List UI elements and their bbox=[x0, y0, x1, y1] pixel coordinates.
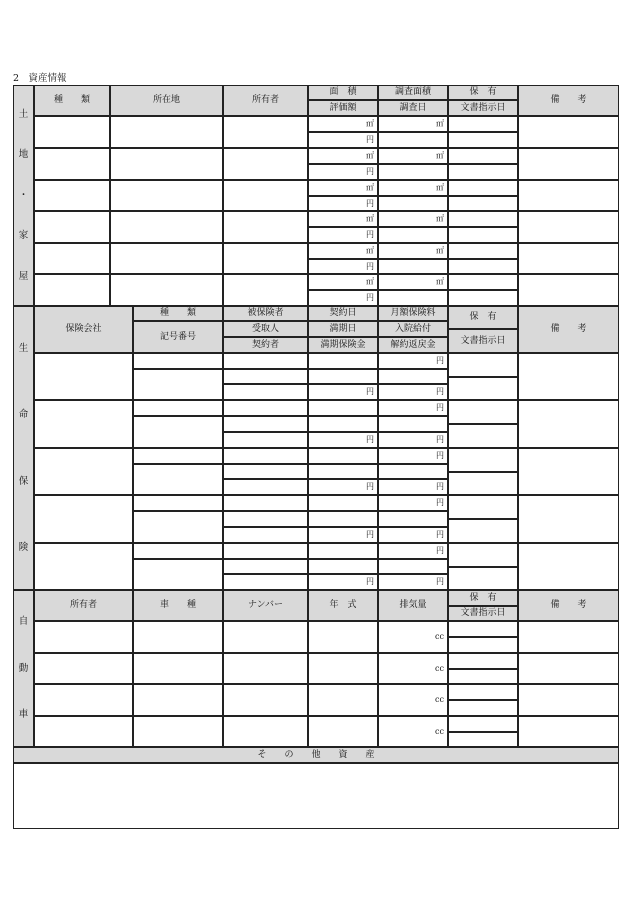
header-maturity-date: 満期日 bbox=[308, 321, 378, 337]
header-monthly-premium: 月額保険料 bbox=[378, 306, 448, 321]
ins-maturity-date-cell[interactable] bbox=[308, 416, 378, 432]
ins-maturity-amount-cell[interactable]: 円 bbox=[308, 432, 378, 448]
header-location: 所在地 bbox=[110, 85, 223, 116]
auto-side-label bbox=[13, 590, 34, 747]
ins-company-cell[interactable] bbox=[34, 543, 133, 590]
land-owner-cell[interactable] bbox=[223, 211, 308, 243]
header-contract-date: 契約日 bbox=[308, 306, 378, 321]
land-remarks-cell[interactable] bbox=[518, 148, 619, 180]
auto-displacement-cell[interactable]: cc bbox=[378, 684, 448, 716]
ins-type-cell[interactable] bbox=[133, 353, 223, 369]
auto-number-cell[interactable] bbox=[223, 684, 308, 716]
auto-number-cell[interactable] bbox=[223, 653, 308, 684]
land-ownership-cell[interactable] bbox=[448, 243, 518, 259]
header-maturity-amount: 満期保険金 bbox=[308, 337, 378, 353]
auto-doc-ref-cell[interactable] bbox=[448, 732, 518, 747]
land-side-label-char: 地 bbox=[18, 149, 29, 161]
land-owner-cell[interactable] bbox=[223, 243, 308, 274]
auto-remarks-cell[interactable] bbox=[518, 716, 619, 747]
ins-doc-ref-cell[interactable] bbox=[448, 424, 518, 448]
insurance-side-label-char: 保 bbox=[18, 475, 29, 487]
auto-owner-cell[interactable] bbox=[34, 716, 133, 747]
ins-contractor-cell[interactable] bbox=[223, 527, 308, 543]
header-ins-ownership: 保 有 bbox=[448, 306, 518, 329]
auto-side-label-char: 車 bbox=[18, 709, 29, 721]
header-beneficiary: 受取人 bbox=[223, 321, 308, 337]
land-ownership-cell[interactable] bbox=[448, 211, 518, 227]
header-auto-remarks: 備 考 bbox=[518, 590, 619, 621]
land-location-cell[interactable] bbox=[110, 243, 223, 274]
ins-maturity-date-cell[interactable] bbox=[308, 511, 378, 527]
land-area-cell[interactable]: ㎡ bbox=[308, 274, 378, 290]
header-company: 保険会社 bbox=[34, 306, 133, 353]
ins-contractor-cell[interactable] bbox=[223, 384, 308, 400]
ins-hospital-benefit-cell[interactable] bbox=[378, 464, 448, 479]
ins-monthly-premium-cell[interactable]: 円 bbox=[378, 448, 448, 464]
ins-remarks-cell[interactable] bbox=[518, 543, 619, 590]
auto-remarks-cell[interactable] bbox=[518, 653, 619, 684]
auto-displacement-cell[interactable]: cc bbox=[378, 621, 448, 653]
ins-symbol-number-cell[interactable] bbox=[133, 511, 223, 543]
land-owner-cell[interactable] bbox=[223, 274, 308, 306]
auto-side-label-char: 自 bbox=[18, 616, 29, 628]
insurance-side-label-char: 生 bbox=[18, 342, 29, 354]
ins-beneficiary-cell[interactable] bbox=[223, 416, 308, 432]
ins-doc-ref-cell[interactable] bbox=[448, 472, 518, 495]
auto-remarks-cell[interactable] bbox=[518, 684, 619, 716]
ins-maturity-amount-cell[interactable]: 円 bbox=[308, 479, 378, 495]
land-survey-area-cell[interactable]: ㎡ bbox=[378, 211, 448, 227]
ins-maturity-amount-cell[interactable]: 円 bbox=[308, 527, 378, 543]
auto-ownership-cell[interactable] bbox=[448, 716, 518, 732]
ins-hospital-benefit-cell[interactable] bbox=[378, 511, 448, 527]
land-location-cell[interactable] bbox=[110, 180, 223, 211]
header-auto-owner: 所有者 bbox=[34, 590, 133, 621]
land-doc-ref-cell[interactable] bbox=[448, 227, 518, 243]
ins-monthly-premium-cell[interactable]: 円 bbox=[378, 543, 448, 559]
ins-surrender-value-cell[interactable]: 円 bbox=[378, 384, 448, 400]
land-area-cell[interactable]: ㎡ bbox=[308, 148, 378, 164]
insurance-side-label-char: 命 bbox=[18, 409, 29, 420]
ins-insured-cell[interactable] bbox=[223, 495, 308, 511]
land-ownership-cell[interactable] bbox=[448, 148, 518, 164]
land-survey-date-cell[interactable] bbox=[378, 290, 448, 306]
land-owner-cell[interactable] bbox=[223, 180, 308, 211]
header-symbol-number: 記号番号 bbox=[133, 321, 223, 353]
header-auto-number: ナンバー bbox=[223, 590, 308, 621]
ins-ownership-cell[interactable] bbox=[448, 400, 518, 424]
header-area: 面 積 bbox=[308, 85, 378, 100]
ins-type-cell[interactable] bbox=[133, 495, 223, 511]
ins-hospital-benefit-cell[interactable] bbox=[378, 559, 448, 574]
land-type-cell[interactable] bbox=[34, 274, 110, 306]
ins-beneficiary-cell[interactable] bbox=[223, 464, 308, 479]
land-valuation-cell[interactable]: 円 bbox=[308, 164, 378, 180]
ins-ownership-cell[interactable] bbox=[448, 448, 518, 472]
ins-surrender-value-cell[interactable]: 円 bbox=[378, 479, 448, 495]
ins-symbol-number-cell[interactable] bbox=[133, 369, 223, 400]
land-side-label bbox=[13, 85, 34, 306]
ins-maturity-amount-cell[interactable]: 円 bbox=[308, 384, 378, 400]
header-auto-model: 車 種 bbox=[133, 590, 223, 621]
ins-surrender-value-cell[interactable]: 円 bbox=[378, 574, 448, 590]
land-owner-cell[interactable] bbox=[223, 148, 308, 180]
auto-year-cell[interactable] bbox=[308, 684, 378, 716]
ins-symbol-number-cell[interactable] bbox=[133, 416, 223, 448]
auto-displacement-cell[interactable]: cc bbox=[378, 716, 448, 747]
ins-remarks-cell[interactable] bbox=[518, 448, 619, 495]
ins-company-cell[interactable] bbox=[34, 400, 133, 448]
land-survey-date-cell[interactable] bbox=[378, 259, 448, 274]
land-valuation-cell[interactable]: 円 bbox=[308, 132, 378, 148]
land-owner-cell[interactable] bbox=[223, 116, 308, 148]
ins-contract-date-cell[interactable] bbox=[308, 448, 378, 464]
auto-doc-ref-cell[interactable] bbox=[448, 700, 518, 716]
auto-model-cell[interactable] bbox=[133, 716, 223, 747]
ins-remarks-cell[interactable] bbox=[518, 353, 619, 400]
auto-ownership-cell[interactable] bbox=[448, 653, 518, 669]
ins-surrender-value-cell[interactable]: 円 bbox=[378, 527, 448, 543]
header-surrender-value: 解約返戻金 bbox=[378, 337, 448, 353]
land-remarks-cell[interactable] bbox=[518, 211, 619, 243]
ins-contract-date-cell[interactable] bbox=[308, 353, 378, 369]
land-doc-ref-cell[interactable] bbox=[448, 196, 518, 211]
ins-company-cell[interactable] bbox=[34, 353, 133, 400]
ins-type-cell[interactable] bbox=[133, 543, 223, 559]
land-remarks-cell[interactable] bbox=[518, 180, 619, 211]
ins-contract-date-cell[interactable] bbox=[308, 543, 378, 559]
ins-type-cell[interactable] bbox=[133, 448, 223, 464]
land-area-cell[interactable]: ㎡ bbox=[308, 116, 378, 132]
ins-maturity-date-cell[interactable] bbox=[308, 369, 378, 384]
land-doc-ref-cell[interactable] bbox=[448, 290, 518, 306]
land-survey-date-cell[interactable] bbox=[378, 132, 448, 148]
header-ins-doc-ref: 文書指示日 bbox=[448, 329, 518, 353]
insurance-side-label bbox=[13, 306, 34, 590]
auto-year-cell[interactable] bbox=[308, 653, 378, 684]
auto-ownership-cell[interactable] bbox=[448, 621, 518, 637]
land-remarks-cell[interactable] bbox=[518, 274, 619, 306]
ins-monthly-premium-cell[interactable]: 円 bbox=[378, 353, 448, 369]
ins-beneficiary-cell[interactable] bbox=[223, 369, 308, 384]
auto-owner-cell[interactable] bbox=[34, 653, 133, 684]
ins-ownership-cell[interactable] bbox=[448, 543, 518, 567]
land-survey-area-cell[interactable]: ㎡ bbox=[378, 148, 448, 164]
ins-insured-cell[interactable] bbox=[223, 400, 308, 416]
header-ins-remarks: 備 考 bbox=[518, 306, 619, 353]
land-valuation-cell[interactable]: 円 bbox=[308, 227, 378, 243]
ins-doc-ref-cell[interactable] bbox=[448, 519, 518, 543]
land-ownership-cell[interactable] bbox=[448, 116, 518, 132]
ins-monthly-premium-cell[interactable]: 円 bbox=[378, 495, 448, 511]
ins-contract-date-cell[interactable] bbox=[308, 495, 378, 511]
auto-number-cell[interactable] bbox=[223, 716, 308, 747]
ins-doc-ref-cell[interactable] bbox=[448, 567, 518, 590]
land-valuation-cell[interactable]: 円 bbox=[308, 196, 378, 211]
land-survey-area-cell[interactable]: ㎡ bbox=[378, 116, 448, 132]
land-survey-date-cell[interactable] bbox=[378, 227, 448, 243]
auto-owner-cell[interactable] bbox=[34, 621, 133, 653]
header-auto-displacement: 排気量 bbox=[378, 590, 448, 621]
ins-company-cell[interactable] bbox=[34, 448, 133, 495]
header-hospital-benefit: 入院給付 bbox=[378, 321, 448, 337]
land-side-label-char: 家 bbox=[18, 230, 29, 242]
ins-company-cell[interactable] bbox=[34, 495, 133, 543]
land-type-cell[interactable] bbox=[34, 148, 110, 180]
land-type-cell[interactable] bbox=[34, 243, 110, 274]
insurance-side-label-char: 険 bbox=[18, 542, 29, 553]
ins-insured-cell[interactable] bbox=[223, 543, 308, 559]
header-valuation: 評価額 bbox=[308, 100, 378, 116]
header-auto-ownership: 保 有 bbox=[448, 590, 518, 606]
ins-ownership-cell[interactable] bbox=[448, 353, 518, 377]
header-remarks: 備 考 bbox=[518, 85, 619, 116]
auto-year-cell[interactable] bbox=[308, 716, 378, 747]
land-location-cell[interactable] bbox=[110, 148, 223, 180]
header-survey-area: 調査面積 bbox=[378, 85, 448, 100]
land-survey-area-cell[interactable]: ㎡ bbox=[378, 274, 448, 290]
header-auto-doc-ref: 文書指示日 bbox=[448, 606, 518, 621]
ins-contractor-cell[interactable] bbox=[223, 479, 308, 495]
ins-maturity-amount-cell[interactable]: 円 bbox=[308, 574, 378, 590]
auto-doc-ref-cell[interactable] bbox=[448, 669, 518, 684]
ins-doc-ref-cell[interactable] bbox=[448, 377, 518, 400]
ins-beneficiary-cell[interactable] bbox=[223, 511, 308, 527]
auto-model-cell[interactable] bbox=[133, 684, 223, 716]
auto-remarks-cell[interactable] bbox=[518, 621, 619, 653]
land-doc-ref-cell[interactable] bbox=[448, 259, 518, 274]
land-ownership-cell[interactable] bbox=[448, 274, 518, 290]
land-location-cell[interactable] bbox=[110, 211, 223, 243]
land-location-cell[interactable] bbox=[110, 116, 223, 148]
other-assets-header: そ の 他 資 産 bbox=[13, 747, 619, 763]
land-remarks-cell[interactable] bbox=[518, 243, 619, 274]
land-doc-ref-cell[interactable] bbox=[448, 164, 518, 180]
ins-remarks-cell[interactable] bbox=[518, 495, 619, 543]
ins-maturity-date-cell[interactable] bbox=[308, 559, 378, 574]
ins-contractor-cell[interactable] bbox=[223, 574, 308, 590]
header-survey-date: 調査日 bbox=[378, 100, 448, 116]
auto-year-cell[interactable] bbox=[308, 621, 378, 653]
land-doc-ref-cell[interactable] bbox=[448, 132, 518, 148]
ins-symbol-number-cell[interactable] bbox=[133, 464, 223, 495]
header-type: 種 類 bbox=[34, 85, 110, 116]
ins-beneficiary-cell[interactable] bbox=[223, 559, 308, 574]
land-location-cell[interactable] bbox=[110, 274, 223, 306]
land-survey-area-cell[interactable]: ㎡ bbox=[378, 243, 448, 259]
land-ownership-cell[interactable] bbox=[448, 180, 518, 196]
auto-model-cell[interactable] bbox=[133, 653, 223, 684]
auto-ownership-cell[interactable] bbox=[448, 684, 518, 700]
land-type-cell[interactable] bbox=[34, 211, 110, 243]
ins-surrender-value-cell[interactable]: 円 bbox=[378, 432, 448, 448]
ins-contractor-cell[interactable] bbox=[223, 432, 308, 448]
ins-type-cell[interactable] bbox=[133, 400, 223, 416]
land-survey-date-cell[interactable] bbox=[378, 196, 448, 211]
land-survey-area-cell[interactable]: ㎡ bbox=[378, 180, 448, 196]
other-assets-area[interactable] bbox=[13, 763, 619, 829]
auto-number-cell[interactable] bbox=[223, 621, 308, 653]
land-survey-date-cell[interactable] bbox=[378, 164, 448, 180]
header-insured: 被保険者 bbox=[223, 306, 308, 321]
section-title: 2 資産情報 bbox=[13, 73, 67, 84]
land-type-cell[interactable] bbox=[34, 116, 110, 148]
land-area-cell[interactable]: ㎡ bbox=[308, 243, 378, 259]
ins-remarks-cell[interactable] bbox=[518, 400, 619, 448]
land-valuation-cell[interactable]: 円 bbox=[308, 290, 378, 306]
header-contractor: 契約者 bbox=[223, 337, 308, 353]
land-area-cell[interactable]: ㎡ bbox=[308, 180, 378, 196]
land-area-cell[interactable]: ㎡ bbox=[308, 211, 378, 227]
ins-monthly-premium-cell[interactable]: 円 bbox=[378, 400, 448, 416]
ins-hospital-benefit-cell[interactable] bbox=[378, 416, 448, 432]
header-ins-type: 種 類 bbox=[133, 306, 223, 321]
land-side-label-char: 土 bbox=[18, 108, 29, 120]
header-owner: 所有者 bbox=[223, 85, 308, 116]
land-type-cell[interactable] bbox=[34, 180, 110, 211]
ins-ownership-cell[interactable] bbox=[448, 495, 518, 519]
header-ownership: 保 有 bbox=[448, 85, 518, 100]
land-side-label-char: 屋 bbox=[18, 270, 29, 282]
ins-insured-cell[interactable] bbox=[223, 448, 308, 464]
auto-displacement-cell[interactable]: cc bbox=[378, 653, 448, 684]
auto-side-label-char: 動 bbox=[18, 662, 29, 674]
auto-owner-cell[interactable] bbox=[34, 684, 133, 716]
ins-symbol-number-cell[interactable] bbox=[133, 559, 223, 590]
ins-hospital-benefit-cell[interactable] bbox=[378, 369, 448, 384]
ins-maturity-date-cell[interactable] bbox=[308, 464, 378, 479]
ins-insured-cell[interactable] bbox=[223, 353, 308, 369]
auto-model-cell[interactable] bbox=[133, 621, 223, 653]
land-remarks-cell[interactable] bbox=[518, 116, 619, 148]
land-side-label-char: ・ bbox=[18, 189, 29, 201]
auto-doc-ref-cell[interactable] bbox=[448, 637, 518, 653]
land-valuation-cell[interactable]: 円 bbox=[308, 259, 378, 274]
header-doc-ref: 文書指示日 bbox=[448, 100, 518, 116]
ins-contract-date-cell[interactable] bbox=[308, 400, 378, 416]
header-auto-year: 年 式 bbox=[308, 590, 378, 621]
